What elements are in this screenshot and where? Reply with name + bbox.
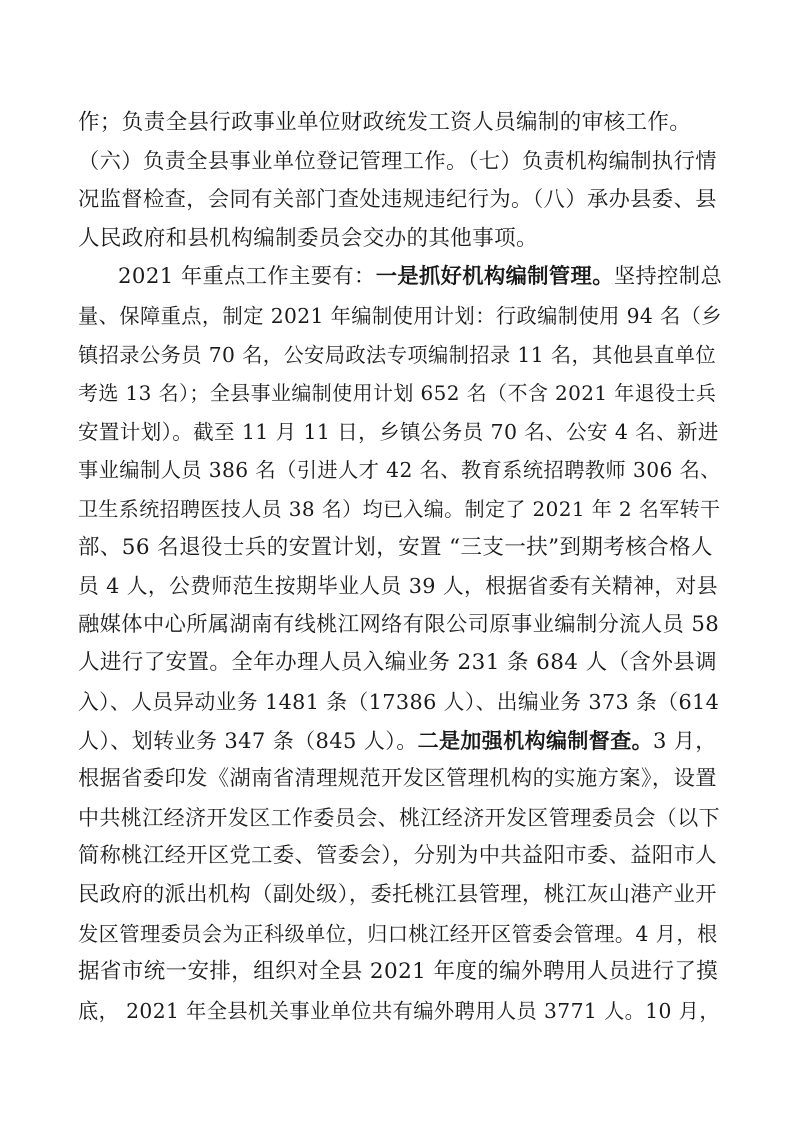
section-heading: 二是加强机构编制督查。 xyxy=(417,728,653,753)
text-line: 员 4 人，公费师范生按期毕业人员 39 人，根据省委有关精神，对县 xyxy=(78,574,718,598)
section-heading: 一是抓好机构编制管理。 xyxy=(375,264,614,289)
text-line: （六）负责全县事业单位登记管理工作。（七）负责机构编制执行情 xyxy=(78,149,717,174)
text-line: 事业编制人员 386 名（引进人才 42 名、教育系统招聘教师 306 名、 xyxy=(78,458,721,482)
text-line: 量、保障重点，制定 2021 年编制使用计划：行政编制使用 94 名（乡 xyxy=(78,304,722,328)
text-line xyxy=(118,264,722,290)
text-line: 中共桃江经济开发区工作委员会、桃江经济开发区管理委员会（以下 xyxy=(78,806,720,830)
text-line: 作；负责全县行政事业单位财政统发工资人员编制的审核工作。 xyxy=(78,110,692,135)
text-line: 融媒体中心所属湖南有线桃江网络有限公司原事业编制分流人员 58 xyxy=(78,612,720,637)
text-run: 3 月， xyxy=(653,729,717,753)
text-line: 发区管理委员会为正科级单位，归口桃江经开区管委会管理。4 月，根 xyxy=(78,922,718,946)
text-line: 卫生系统招聘医技人员 38 名）均已入编。制定了 2021 年 2 名军转干 xyxy=(78,497,721,521)
text-line: 底， 2021 年全县机关事业单位共有编外聘用人员 3771 人。10 月， xyxy=(78,999,720,1023)
text-line: 据省市统一安排，组织对全县 2021 年度的编外聘用人员进行了摸 xyxy=(78,959,719,984)
text-line: 安置计划）。截至 11 月 11 日，乡镇公务员 70 名、公安 4 名、新进 xyxy=(78,420,719,444)
text-line: 民政府的派出机构（副处级），委托桃江县管理，桃江灰山港产业开 xyxy=(78,882,717,907)
text-line: 人进行了安置。全年办理人员入编业务 231 条 684 人（含外县调 xyxy=(78,650,718,675)
text-line: 根据省委印发《湖南省清理规范开发区管理机构的实施方案》，设置 xyxy=(78,766,717,791)
text-line: 简称桃江经开区党工委、管委会），分别为中共益阳市委、益阳市人 xyxy=(78,843,717,868)
text-run: 坚持控制总 xyxy=(613,264,723,289)
text-line: 入）、人员异动业务 1481 条（17386 人）、出编业务 373 条（614 xyxy=(78,690,720,714)
text-line: 况监督检查，会同有关部门查处违规违纪行为。（八）承办县委、县 xyxy=(78,187,717,212)
text-line xyxy=(78,728,717,754)
text-run: 2021 年重点工作主要有： xyxy=(118,264,376,289)
text-line: 镇招录公务员 70 名，公安局政法专项编制招录 11 名，其他县直单位 xyxy=(78,343,717,367)
text-line: 人民政府和县机构编制委员会交办的其他事项。 xyxy=(78,226,538,251)
text-line: 部、56 名退役士兵的安置计划，安置 “三支一扶”到期考核合格人 xyxy=(78,535,713,560)
text-line: 考选 13 名）；全县事业编制使用计划 652 名（不含 2021 年退役士兵 xyxy=(78,381,717,405)
text-run: 人）、划转业务 347 条（845 人）。 xyxy=(78,729,418,753)
